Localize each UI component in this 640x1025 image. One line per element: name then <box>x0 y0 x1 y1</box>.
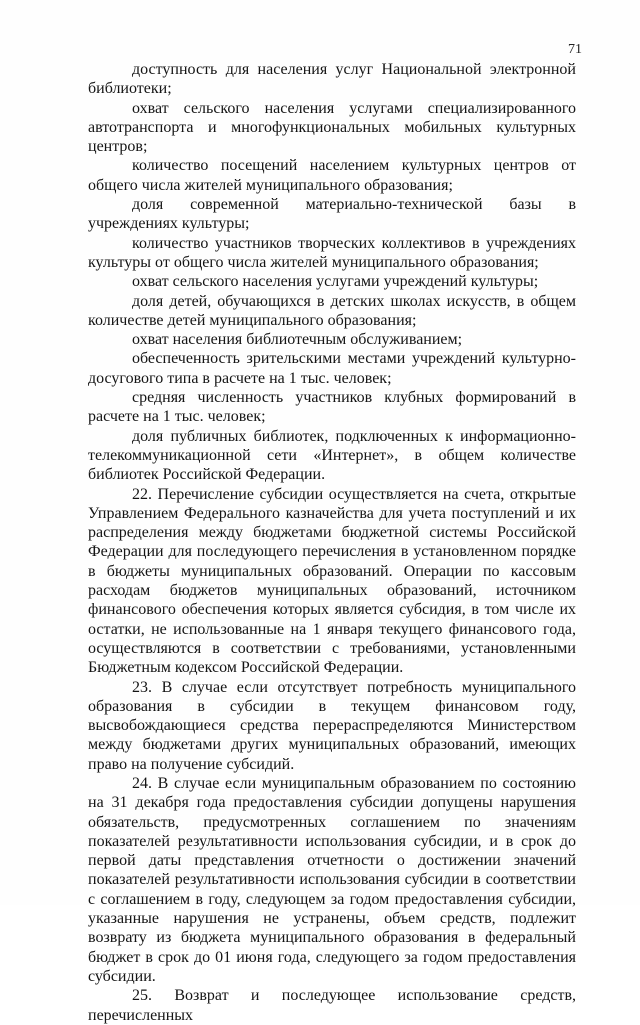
paragraph-rural-institutions: охват сельского населения услугами учреждений культуры; <box>132 273 539 291</box>
paragraph-clause-22: 22. Перечисление субсидии осуществляется на счета, открытые Управлением Федерального казначейства для учета поступлений и их распределения между бюджетами бюджетной системы Российской Федерации для последующего перечисления в установленном порядке в бюджеты муниципальных образований. Операции по кассовым расходам бюджетов муниципальных образований, источником финансового обеспечения которых является субсидия, в том числе их остатки, не использованные на 1 января текущего финансового года, осуществляются в соответствии с требованиями, установленными Бюджетным кодексом Российской Федерации. <box>88 485 576 677</box>
paragraph-library-coverage: охват населения библиотечным обслуживанием; <box>132 331 463 349</box>
document-body <box>88 60 576 1025</box>
paragraph-material-base: доля современной материально-технической базы в учреждениях культуры; <box>88 196 576 233</box>
paragraph-clause-24: 24. В случае если муниципальным образованием по состоянию на 31 декабря года предоставления субсидии допущены нарушения обязательств, предусмотренных соглашением по значениям показателей результативности использования субсидии, и в срок до первой даты представления отчетности о достижении значений показателей результативности использования субсидии в соответствии с соглашением в году, следующем за годом предоставления субсидии, указанные нарушения не устранены, объем средств, подлежит возврату из бюджета муниципального образования в федеральный бюджет в срок до 01 июня года, следующего за годом предоставления субсидии. <box>88 774 576 985</box>
page-number: 71 <box>568 42 582 57</box>
paragraph-seating: обеспеченность зрительскими местами учреждений культурно-досугового типа в расчете на 1 тыс. человек; <box>88 350 576 387</box>
paragraph-club-participants: средняя численность участников клубных формирований в расчете на 1 тыс. человек; <box>88 389 576 426</box>
paragraph-art-schools: доля детей, обучающихся в детских школах искусств, в общем количестве детей муниципального образования; <box>88 292 576 329</box>
paragraph-creative-participants: количество участников творческих коллективов в учреждениях культуры от общего числа жителей муниципального образования; <box>88 234 576 271</box>
paragraph-library-access: доступность для населения услуг Национальной электронной библиотеки; <box>88 61 576 98</box>
paragraph-rural-autotransport: охват сельского населения услугами специализированного автотранспорта и многофункциональных мобильных культурных центров; <box>88 99 576 156</box>
paragraph-clause-25: 25. Возврат и последующее использование средств, перечисленных <box>88 987 576 1024</box>
paragraph-clause-23: 23. В случае если отсутствует потребность муниципального образования в субсидии в текущем финансовом году, высвобождающиеся средства перераспределяются Министерством между бюджетами других муниципальных образований, имеющих право на получение субсидий. <box>88 678 576 773</box>
paragraph-culture-center-visits: количество посещений населением культурных центров от общего числа жителей муниципального образования; <box>88 157 576 194</box>
paragraph-internet-libraries: доля публичных библиотек, подключенных к информационно-телекоммуникационной сети «Интернет», в общем количестве библиотек Российской Федерации. <box>88 427 576 484</box>
